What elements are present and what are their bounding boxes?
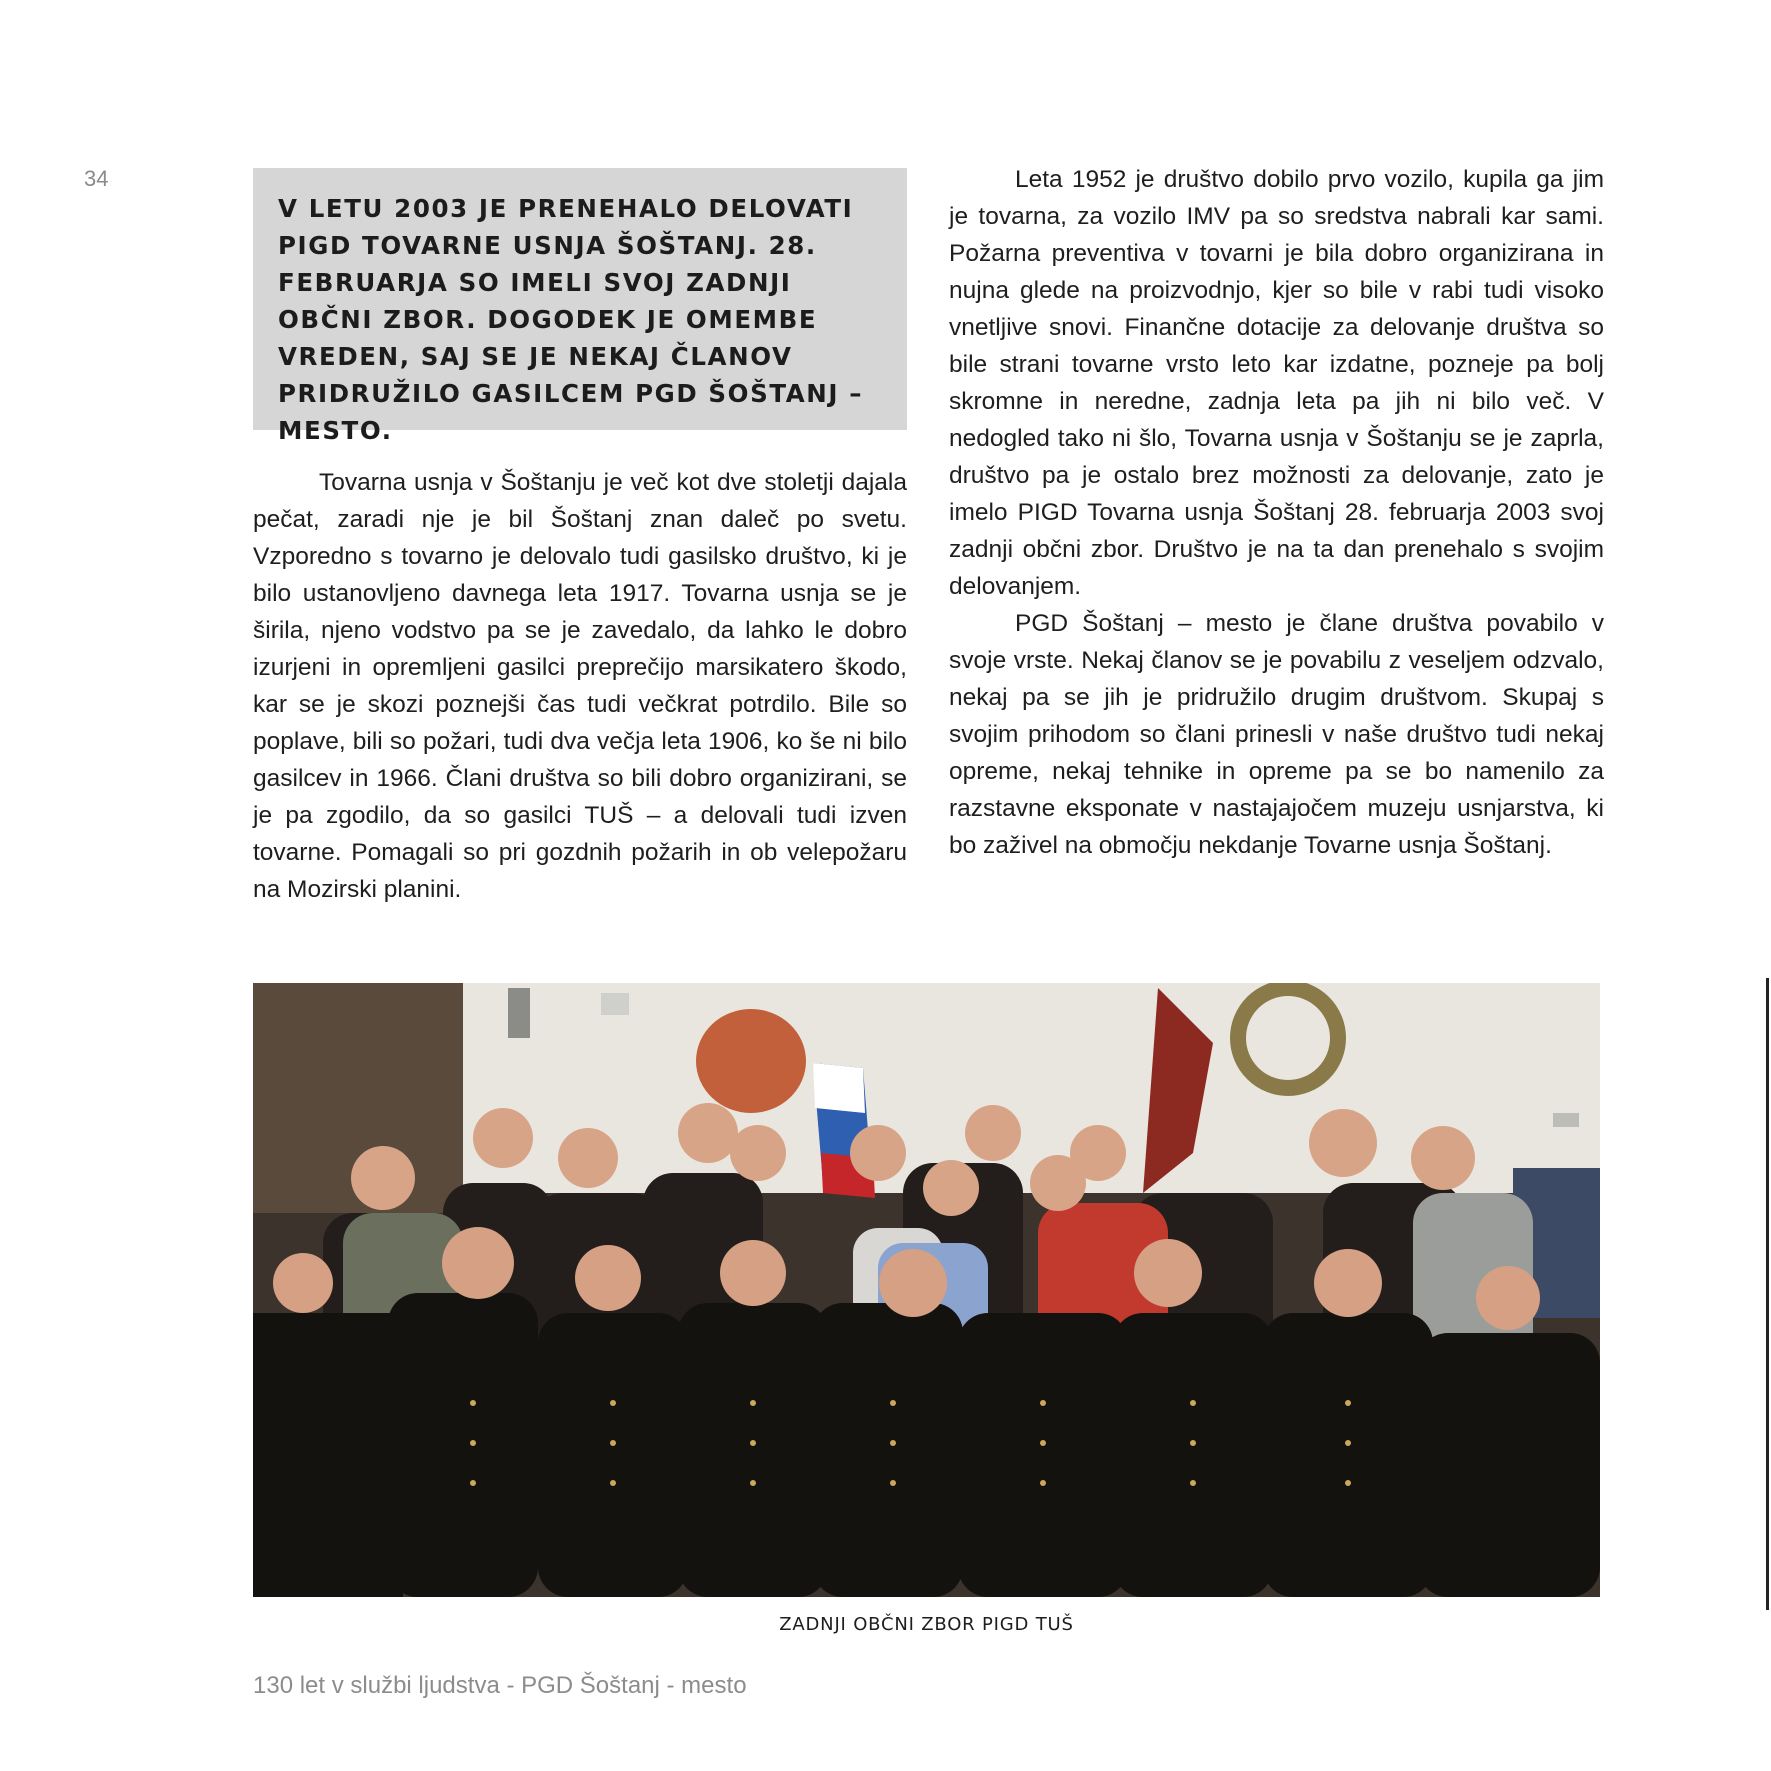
right-paragraph-1: Leta 1952 je društvo dobilo prvo vozilo, kupila ga jim je tovarna, za vozilo IMV pa so sredstva nabrali kar sami. Požarna preventiva v tovarni je bila dobro organizirana in nujna glede na proizvodnjo, kjer so bile v rabi tudi visoko vnetljive snovi. Finančne dotacije za delovanje društva so bile strani tovarne vrsto leto kar izdatne, pozneje pa bolj skromne in neredne, zadnja leta pa jih ni bilo več. V nedogled tako ni šlo, Tovarna usnja v Šoštanju se je zaprla, društvo pa je ostalo brez možnosti za delovanje, zato je imelo PIGD Tovarna usnja Šoštanj 28. februarja 2003 svoj zadnji občni zbor. Društvo je na ta dan prenehalo s svojim delovanjem.: [949, 166, 1604, 600]
page-number: 34: [84, 166, 109, 191]
photo-caption: ZADNJI OBČNI ZBOR PIGD TUŠ: [779, 1614, 1074, 1635]
left-column: [253, 464, 907, 908]
left-paragraph-1: Tovarna usnja v Šoštanju je več kot dve stoletji dajala pečat, zaradi nje je bil Šoštanj znan daleč po svetu. Vzporedno s tovarno je delovalo tudi gasilsko društvo, ki je bilo ustanovljeno davnega leta 1917. Tovarna usnja se je širila, njeno vodstvo pa se je zavedalo, da lahko le dobro izurjeni in opremljeni gasilci preprečijo marsikatero škodo, kar se je skozi poznejši čas tudi večkrat potrdilo. Bile so poplave, bili so požari, tudi dva večja leta 1906, ko še ni bilo gasilcev in 1966. Člani društva so bili dobro organizirani, se je pa zgodilo, da so gasilci TUŠ – a delovali tudi izven tovarne. Pomagali so pri gozdnih požarih in ob velepožaru na Mozirski planini.: [253, 469, 907, 903]
callout-text: V LETU 2003 JE PRENEHALO DELOVATI PIGD TOVARNE USNJA ŠOŠTANJ. 28. FEBRUARJA SO IMELI SVOJ ZADNJI OBČNI ZBOR. DOGODEK JE OMEMBE VREDEN, SAJ SE JE NEKAJ ČLANOV PRIDRUŽILO GASILCEM PGD ŠOŠTANJ – MESTO.: [278, 194, 864, 445]
group-photo: [253, 983, 1600, 1597]
right-column: [949, 161, 1604, 864]
margin-line: [1766, 978, 1769, 1610]
footer-text: 130 let v službi ljudstva - PGD Šoštanj - mesto: [253, 1672, 747, 1699]
right-paragraph-2: PGD Šoštanj – mesto je člane društva povabilo v svoje vrste. Nekaj članov se je povabilu z veseljem odzvalo, nekaj pa se jih je pridružilo drugim društvom. Skupaj s svojim prihodom so člani prinesli v naše društvo tudi nekaj opreme, nekaj tehnike in opreme pa se bo namenilo za razstavne eksponate v nastajajočem muzeju usnjarstva, ki bo zaživel na območju nekdanje Tovarne usnja Šoštanj.: [949, 610, 1604, 859]
callout-box: [253, 168, 907, 445]
